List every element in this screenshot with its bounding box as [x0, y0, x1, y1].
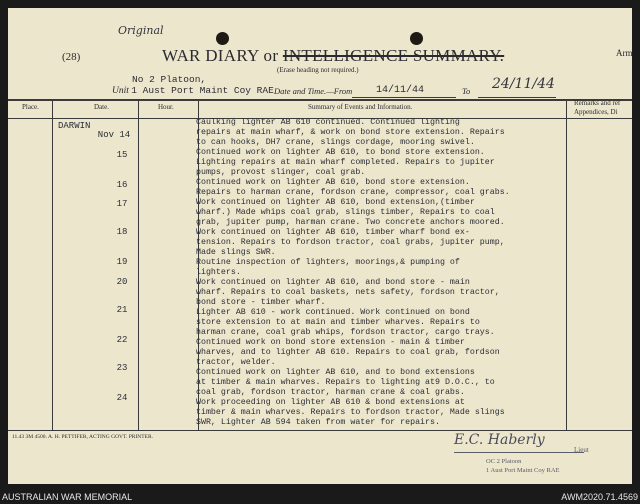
summary-line: Continued work on lighter AB 610, bond store extension. [196, 178, 470, 187]
date-entry: 18 [116, 227, 128, 237]
summary-line: harman crane, coal grab whips, fordson tractor, cargo trays. [196, 328, 495, 337]
summary-line: to can hooks, DH7 crane, slings cordage, mooring swivel. [196, 138, 475, 147]
to-underline [478, 97, 556, 98]
date-entry: 16 [116, 180, 128, 190]
summary-line: Work continued on lighter AB 610, bond extension,(timber [196, 198, 475, 207]
footer-institution: AUSTRALIAN WAR MEMORIAL [2, 492, 133, 502]
summary-line: timber & main wharves. Repairs to fordson tractor, Made slings [196, 408, 505, 417]
table-top-rule [8, 99, 632, 101]
col-header-date: Date. [94, 103, 109, 111]
summary-line: Work proceeding on lighter AB 610 & bond extensions at [196, 398, 465, 407]
date-entry: Nov 14 [97, 130, 131, 140]
col-header-hour: Hour. [158, 103, 174, 111]
summary-line: Work continued on lighter AB 610, and bond store - main [196, 278, 470, 287]
date-col-rule [138, 100, 139, 430]
diary-title [162, 46, 504, 66]
summary-line: grab, jupiter pump, harman crane. Two concrete anchors moored. [196, 218, 505, 227]
table-bottom-rule [8, 430, 632, 431]
summary-line: lighters. [196, 268, 241, 277]
signature-rule [454, 452, 584, 453]
summary-line: Continued work on lighter AB 610, and to bond extensions [196, 368, 475, 377]
erase-note: (Erase heading not required.) [277, 66, 359, 74]
punch-hole-left [216, 32, 229, 45]
signature-rank: Lieut [574, 446, 589, 454]
summary-line: Routine inspection of lighters, moorings,& pumping of [196, 258, 460, 267]
date-time-label: Date and Time.—From [274, 86, 353, 96]
title-struck: INTELLIGENCE SUMMARY. [282, 46, 505, 65]
summary-line: SWR, Lighter AB 594 taken from water for repairs. [196, 418, 440, 427]
platoon-name: No 2 Platoon, [132, 74, 207, 85]
summary-line: Lighter AB 610 - work continued. Work continued on bond [196, 308, 470, 317]
summary-line: wharves, and to lighter AB 610. Repairs to coal grab, fordson [196, 348, 500, 357]
from-label: From [333, 86, 353, 96]
summary-line: Repairs to harman crane, fordson crane, compressor, coal grabs. [196, 188, 510, 197]
signature-unit: 1 Aust Port Maint Coy RAE [486, 467, 560, 474]
date-entry: 24 [116, 393, 128, 403]
date-entry: 15 [116, 150, 128, 160]
to-value: 24/11/44 [492, 76, 555, 92]
summary-line: Work continued on lighter AB 610, timber wharf bond ex- [196, 228, 470, 237]
from-underline [352, 97, 456, 98]
summary-line: coal grab, fordson tractor, harman crane & coal grabs. [196, 388, 465, 397]
place-entry: DARWIN [58, 121, 91, 131]
summary-col-rule [566, 100, 567, 430]
sheet-number: (28) [62, 51, 81, 63]
diary-sheet [8, 8, 632, 484]
summary-line: tension. Repairs to fordson tractor, coal grabs, jupiter pump, [196, 238, 505, 247]
signature-title: OC 2 Platoon [486, 458, 522, 465]
col-header-appendices: Appendices, Di [574, 108, 618, 116]
unit-label: Unit [112, 86, 129, 96]
summary-line: repairs at main wharf, & work on bond store extension. Repairs [196, 128, 505, 137]
date-entry: 17 [116, 199, 128, 209]
summary-line: tractor, welder. [196, 358, 276, 367]
date-entry: 19 [116, 257, 128, 267]
printer-line: 11.43 3M 4500. A. H. PETTIFER, ACTING GOVT. PRINTER. [12, 434, 154, 440]
col-header-summary: Summary of Events and Information. [308, 103, 413, 111]
place-col-rule [52, 100, 53, 430]
summary-line: Lighting repairs at main wharf completed. Repairs to jupiter [196, 158, 495, 167]
unit-row [112, 85, 274, 96]
footer-accession: AWM2020.71.4569 [561, 492, 638, 502]
summary-line: Continued work on lighter AB 610, to bond store extension. [196, 148, 485, 157]
title-main: WAR DIARY or [162, 46, 279, 65]
col-header-place: Place. [22, 103, 39, 111]
summary-line: Continued work on bond store extension - main & timber [196, 338, 465, 347]
summary-line: Made slings SWR. [196, 248, 276, 257]
summary-line: bond store - timber wharf. [196, 298, 326, 307]
date-entry: 21 [116, 305, 128, 315]
punch-hole-right [410, 32, 423, 45]
signature-scrawl: E.C. Haberly [454, 432, 545, 448]
summary-line: store extension to at main and timber wharves. Repairs to [196, 318, 480, 327]
from-value: 14/11/44 [376, 85, 425, 96]
summary-line: pumps, provost slinger, coal grab. [196, 168, 366, 177]
summary-line: wharf. Repairs to coal baskets, nets safety, fordson tractor, [196, 288, 500, 297]
edge-text: Arm [616, 48, 632, 58]
date-entry: 20 [116, 277, 128, 287]
summary-line: at timber & main wharves. Repairs to lighting at9 D.O.C., to [196, 378, 495, 387]
to-label: To [462, 86, 471, 96]
summary-line: wharf.) Made whips coal grab, slings timber, Repairs to coal [196, 208, 495, 217]
date-entry: 22 [116, 335, 128, 345]
date-entry: 23 [116, 363, 128, 373]
col-header-remarks: Remarks and ref [574, 99, 621, 107]
unit-value: 1 Aust Port Maint Coy RAE [131, 85, 274, 96]
summary-line: Caulking lighter AB 610 continued. Continued lighting [196, 118, 460, 127]
original-label: Original [118, 24, 164, 37]
